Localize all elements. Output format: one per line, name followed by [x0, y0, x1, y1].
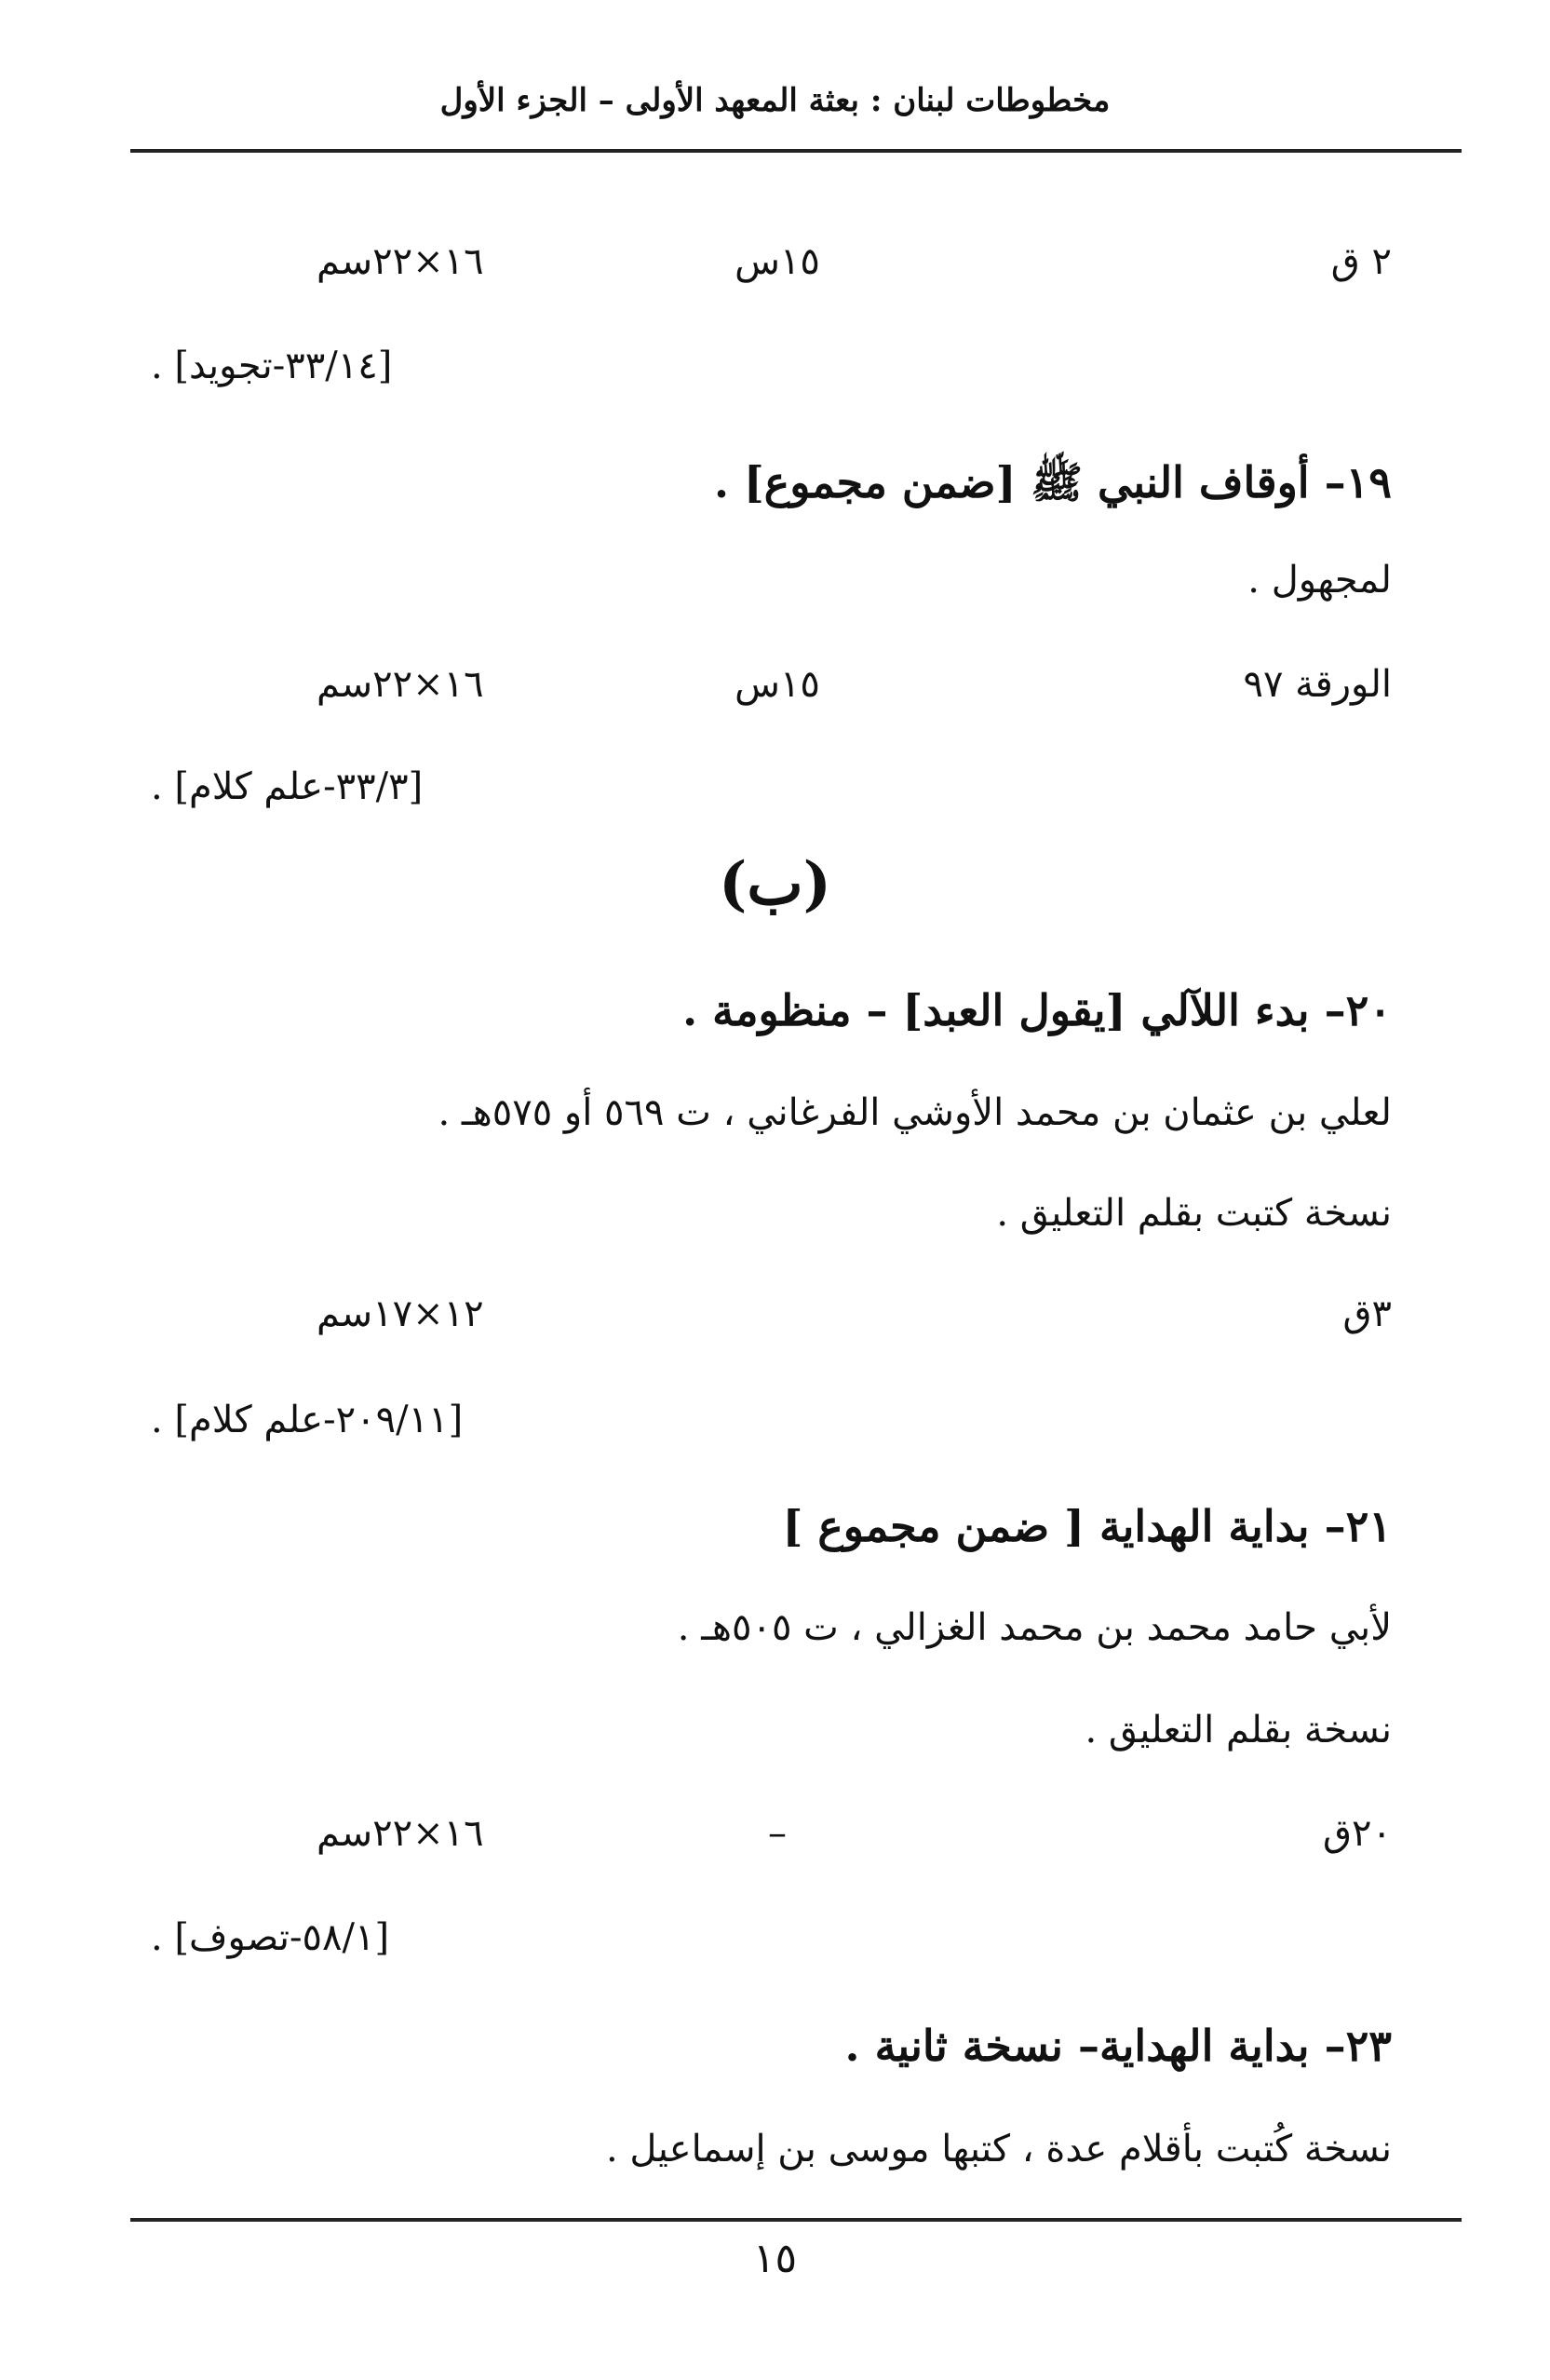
entry-21-title: ٢١– بداية الهداية [ ضمن مجموع ]	[782, 1501, 1392, 1551]
entry-18-folio: ٢ ق	[1330, 240, 1392, 283]
entry-20-note: نسخة كتبت بقلم التعليق .	[996, 1192, 1392, 1235]
entry-19-lines: ١٥س	[735, 663, 820, 706]
entry-21-folio: ٢٠ق	[1322, 1812, 1392, 1855]
section-heading: (ب)	[719, 849, 831, 919]
entry-21-note: نسخة بقلم التعليق .	[1085, 1709, 1392, 1751]
footer-rule	[130, 2218, 1462, 2222]
entry-19-ref: [٣٣/٣-علم كلام] .	[151, 765, 424, 808]
entry-18-ref: [٣٣/١٤-تجويد] .	[151, 345, 393, 387]
running-header: مخطوطات لبنان : بعثة المعهد الأولى – الجزء الأول	[439, 82, 1111, 119]
entry-21-author: لأبي حامد محمد بن محمد الغزالي ، ت ٥٠٥هـ .	[677, 1606, 1392, 1649]
entry-23-title: ٢٣– بداية الهداية– نسخة ثانية .	[844, 2021, 1392, 2071]
header-rule	[130, 149, 1462, 153]
entry-20-folio: ٣ق	[1342, 1292, 1392, 1335]
entry-23-note: نسخة كُتبت بأقلام عدة ، كتبها موسى بن إسماعيل .	[605, 2128, 1392, 2170]
page-number: ١٥	[752, 2235, 798, 2282]
entry-20-size: ١٢×١٧سم	[317, 1292, 484, 1335]
entry-21-lines: –	[768, 1812, 787, 1855]
entry-19-title: ١٩– أوقاف النبي ﷺ [ضمن مجموع] .	[713, 457, 1392, 507]
entry-21-size: ١٦×٢٢سم	[317, 1812, 484, 1855]
entry-20-author: لعلي بن عثمان بن محمد الأوشي الفرغاني ، ت ٥٦٩ أو ٥٧٥هـ .	[438, 1091, 1392, 1134]
entry-20-title: ٢٠– بدء اللآلي [يقول العبد] – منظومة .	[682, 985, 1392, 1035]
entry-19-folio: الورقة ٩٧	[1243, 663, 1392, 706]
entry-19-size: ١٦×٢٢سم	[317, 663, 484, 706]
entry-19-author: لمجهول .	[1247, 559, 1392, 602]
entry-21-ref: [٥٨/١-تصوف] .	[151, 1916, 390, 1959]
entry-18-lines: ١٥س	[735, 240, 820, 283]
entry-20-ref: [٢٠٩/١١-علم كلام] .	[151, 1399, 464, 1441]
entry-18-size: ١٦×٢٢سم	[317, 240, 484, 283]
